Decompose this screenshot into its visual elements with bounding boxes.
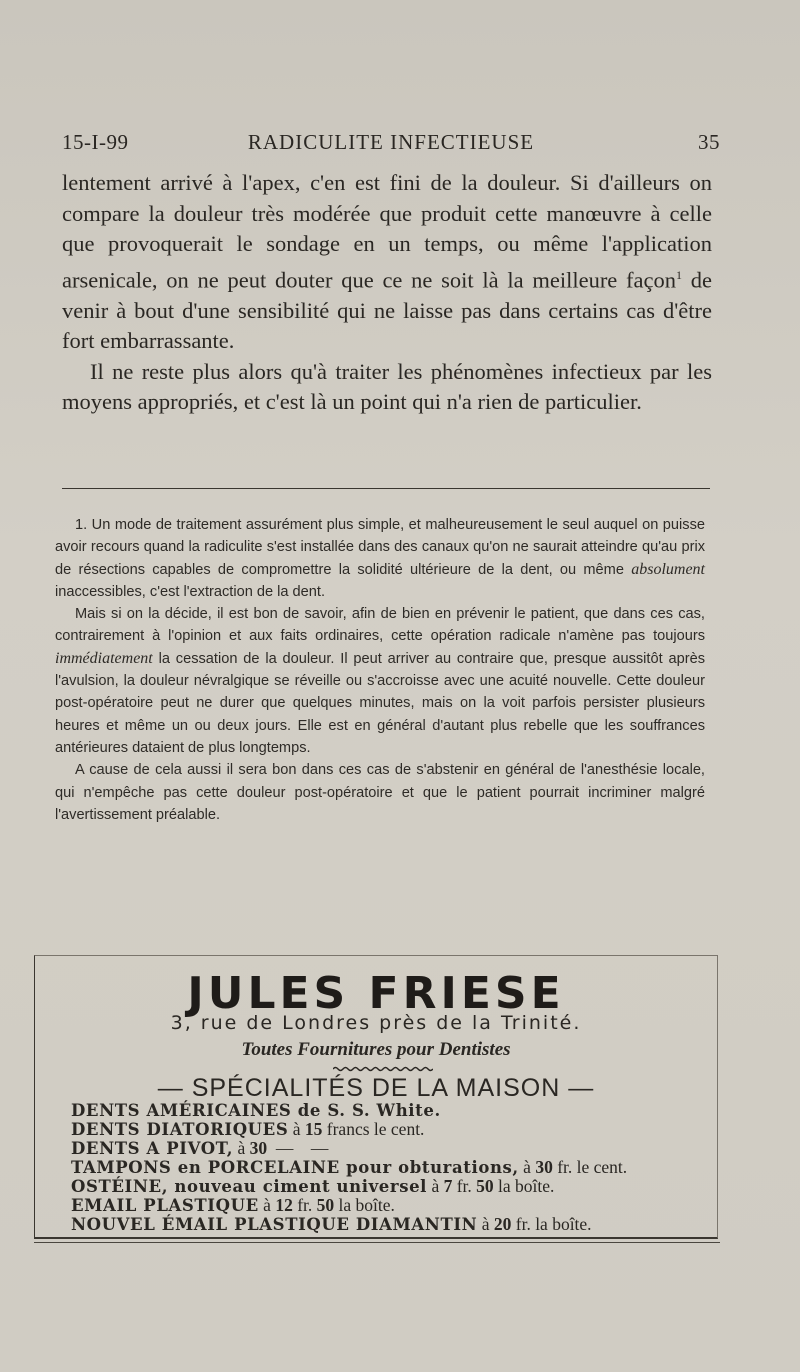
main-text [62, 168, 712, 418]
header-title: RADICULITE INFECTIEUSE [247, 130, 535, 154]
footnote-separator [62, 488, 710, 489]
ad-tagline: Toutes Fournitures pour Dentistes [241, 1039, 511, 1060]
footnote-3: A cause de cela aussi il sera bon dans ces cas de s'abstenir en général de l'anesthésie locale, qui n'empêche pas cette douleur post-opératoire et que le patient pourrait incriminer malgré l'avertissement préalable. [55, 762, 705, 823]
paragraph-2: Il ne reste plus alors qu'à traiter les phénomènes infectieux par les moyens appropriés, et c'est là un point qui n'a rien de particulier. [62, 358, 712, 414]
advertisement [34, 955, 718, 1239]
footnote-2: Mais si on la décide, il est bon de savoir, afin de bien en prévenir le patient, que dans ces cas, contrairement à l'opinion et aux faits ordinaires, cette opération radicale n'amène pas toujours immédiatement la cessation de la douleur. Il peut arriver au contraire que, presque aussitôt après l'avulsion, la douleur névralgique se réveille ou s'accroisse avec une acuité nouvelle. Cette douleur post-opératoire peut ne durer que quelques minutes, mais on la voit parfois persister plusieurs heures et même un ou deux jours. Elle est en général d'autant plus rebelle que les souffrances antérieures dataient de plus longtemps. [55, 606, 705, 756]
ad-address: 3, rue de Londres près de la Trinité. [170, 1012, 582, 1034]
header-date: 15-I-99 [62, 130, 129, 154]
wave-ornament [333, 1066, 433, 1072]
running-header [62, 130, 720, 160]
ad-product-list [71, 1101, 697, 1234]
footnote-1: 1. Un mode de traitement assurément plus simple, et malheureusement le seul auquel on puisse avoir recours quand la radiculite s'est installée dans des canaux qu'on ne saurait atteindre qu'au prix de résections capables de compromettre la solidité ultérieure de la dent, ou même absolument inaccessibles, c'est l'extraction de la dent. [55, 517, 705, 600]
paragraph-1: lentement arrivé à l'apex, c'en est fini de la douleur. Si d'ailleurs on compare la douleur très modérée que produit cette manœuvre à celle que provoquerait le sondage en un temps, ou même l'application arsenicale, on ne peut douter que ce ne soit là la meilleure façon$^1$ de venir à bout d'une sensibilité qui ne laisse pas dans certains cas d'être fort embarrassante. [62, 170, 712, 353]
list-item: DENTS A PIVOT, à 30 — — [71, 1138, 329, 1158]
list-item: OSTÉINE, nouveau ciment universel à 7 fr. 50 la boîte. [71, 1176, 555, 1196]
list-item: DENTS AMÉRICAINES de S. S. White. [71, 1101, 441, 1120]
ad-specialites-heading: — SPÉCIALITÉS DE LA MAISON — [157, 1074, 595, 1102]
bottom-rule [34, 1242, 720, 1243]
ad-company-name: JULES FRIESE [187, 968, 565, 1019]
footnotes [55, 514, 705, 826]
page-number: 35 [698, 130, 720, 154]
list-item: NOUVEL ÉMAIL PLASTIQUE DIAMANTIN à 20 fr. la boîte. [71, 1214, 592, 1234]
footnote-ref: 1 [676, 267, 683, 282]
list-item: EMAIL PLASTIQUE à 12 fr. 50 la boîte. [71, 1195, 395, 1215]
list-item: DENTS DIATORIQUES à 15 francs le cent. [71, 1119, 425, 1139]
list-item: TAMPONS en PORCELAINE pour obturations, à 30 fr. le cent. [71, 1157, 628, 1177]
